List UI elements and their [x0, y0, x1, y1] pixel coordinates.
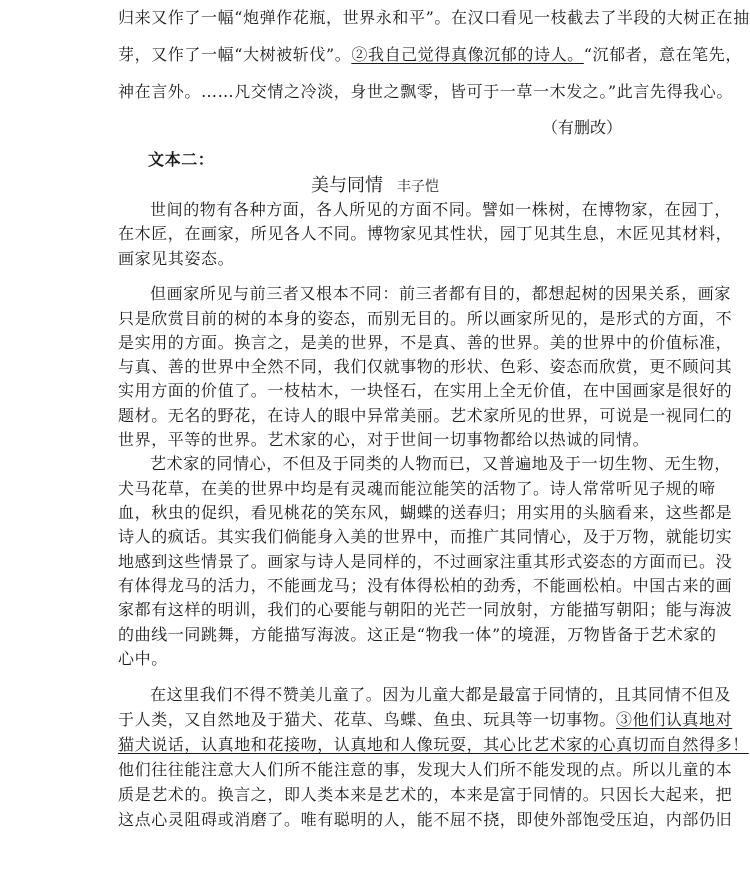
p3-line-5: 地感到这些情景了。画家与诗人是同样的，不过画家注重其形式姿态的方面而已。没	[118, 552, 733, 571]
text1-line-2	[118, 44, 742, 66]
underlined-sentence-3-end: 猫犬说话，认真地和花接吻，认真地和人像玩耍，其心比艺术家的心真切而自然得多！	[118, 735, 749, 754]
p3-line-8: 的曲线一同跳舞，方能描写海波。这正是“物我一体”的境涯，万物皆备于艺术家的	[118, 625, 717, 644]
p3-line-4: 诗人的疯话。其实我们倘能身入美的世界中，而推广其同情心，及于万物，就能切实	[118, 527, 733, 546]
p4-line-5: 质是艺术的。换言之，即人类本来是艺术的，本来是富于同情的。只因长大起来，把	[118, 785, 733, 804]
p3-line-1: 艺术家的同情心，不但及于同类的人物而已，又普遍地及于一切生物、无生物，	[150, 454, 732, 473]
p1-line-1: 世间的物有各种方面，各人所见的方面不同。譬如一株树，在博物家，在园丁，	[150, 200, 732, 219]
p2-line-5: 实用方面的价值了。一枝枯木，一块怪石，在实用上全无价值，在中国画家是很好的	[118, 381, 733, 400]
p1-line-2: 在木匠，在画家，所见各人不同。博物家见其性状，园丁见其生息，木匠见其材料，	[118, 224, 733, 243]
p2-line-4: 与真、善的世界中全然不同，我们仅就事物的形状、色彩、姿态而欣赏，更不顾问其	[118, 357, 733, 376]
p4-line-2-start: 于人类，又自然地及于猫犬、花草、鸟蝶、鱼虫、玩具等一切事物。	[118, 710, 617, 729]
text1-line-1: 归来又作了一幅“炮弹作花瓶，世界永和平”。在汉口看见一枝截去了半段的大树正在抽	[118, 8, 750, 27]
p4-line-2	[118, 709, 732, 731]
p3-line-7: 家都有这样的明训，我们的心要能与朝阳的光芒一同放射，方能描写朝阳；能与海波	[118, 600, 733, 619]
p3-line-2: 犬马花草，在美的世界中均是有灵魂而能泣能笑的活物了。诗人常常听见子规的啼	[118, 479, 716, 498]
p4-line-6: 这点心灵阻碍或消磨了。唯有聪明的人，能不屈不挠，即使外部饱受压迫，内部仍旧	[118, 810, 733, 829]
text1-line-2-end: “沉郁者，意在笔先，	[583, 45, 742, 64]
underlined-sentence-2: ②我自己觉得真像沉郁的诗人。	[351, 45, 584, 64]
essay-title	[0, 174, 750, 199]
p1-line-3: 画家见其姿态。	[118, 249, 235, 268]
edit-note: （有删改）	[541, 118, 622, 137]
p3-line-3: 血，秋虫的促织，看见桃花的笑东风，蝴蝶的送春归；用实用的头脑看来，这些都是	[118, 503, 733, 522]
p2-line-1: 但画家所见与前三者又根本不同：前三者都有目的，都想起树的因果关系，画家	[150, 284, 732, 303]
p2-line-6: 题材。无名的野花，在诗人的眼中异常美丽。艺术家所见的世界，可说是一视同仁的	[118, 406, 733, 425]
text1-line-2-start: 芽，又作了一幅“大树被斩伐”。	[118, 45, 352, 64]
p3-line-6: 有体得龙马的活力，不能画龙马；没有体得松柏的劲秀，不能画松柏。中国古来的画	[118, 576, 733, 595]
p3-line-9: 心中。	[118, 649, 168, 668]
text1-line-3: 神在言外。……凡交情之冷淡，身世之飘零，皆可于一草一木发之。”此言先得我心。	[118, 82, 733, 101]
essay-title-text: 美与同情	[311, 175, 383, 196]
p4-line-4: 他们往往能注意大人们所不能注意的事，发现大人们所不能发现的点。所以儿童的本	[118, 760, 733, 779]
underlined-sentence-3-start: ③他们认真地对	[616, 710, 733, 729]
p2-line-7: 世界，平等的世界。艺术家的心，对于世间一切事物都给以热诚的同情。	[118, 430, 650, 449]
p2-line-2: 只是欣赏目前的树的本身的姿态，而别无目的。所以画家所见的，是形式的方面，不	[118, 309, 733, 328]
p4-line-1: 在这里我们不得不赞美儿童了。因为儿童大都是最富于同情的，且其同情不但及	[150, 685, 732, 704]
essay-author: 丰子恺	[397, 179, 439, 195]
text2-heading: 文本二：	[148, 150, 215, 169]
p2-line-3: 是实用的方面。换言之，是美的世界，不是真、善的世界。美的世界中的价值标准，	[118, 333, 733, 352]
